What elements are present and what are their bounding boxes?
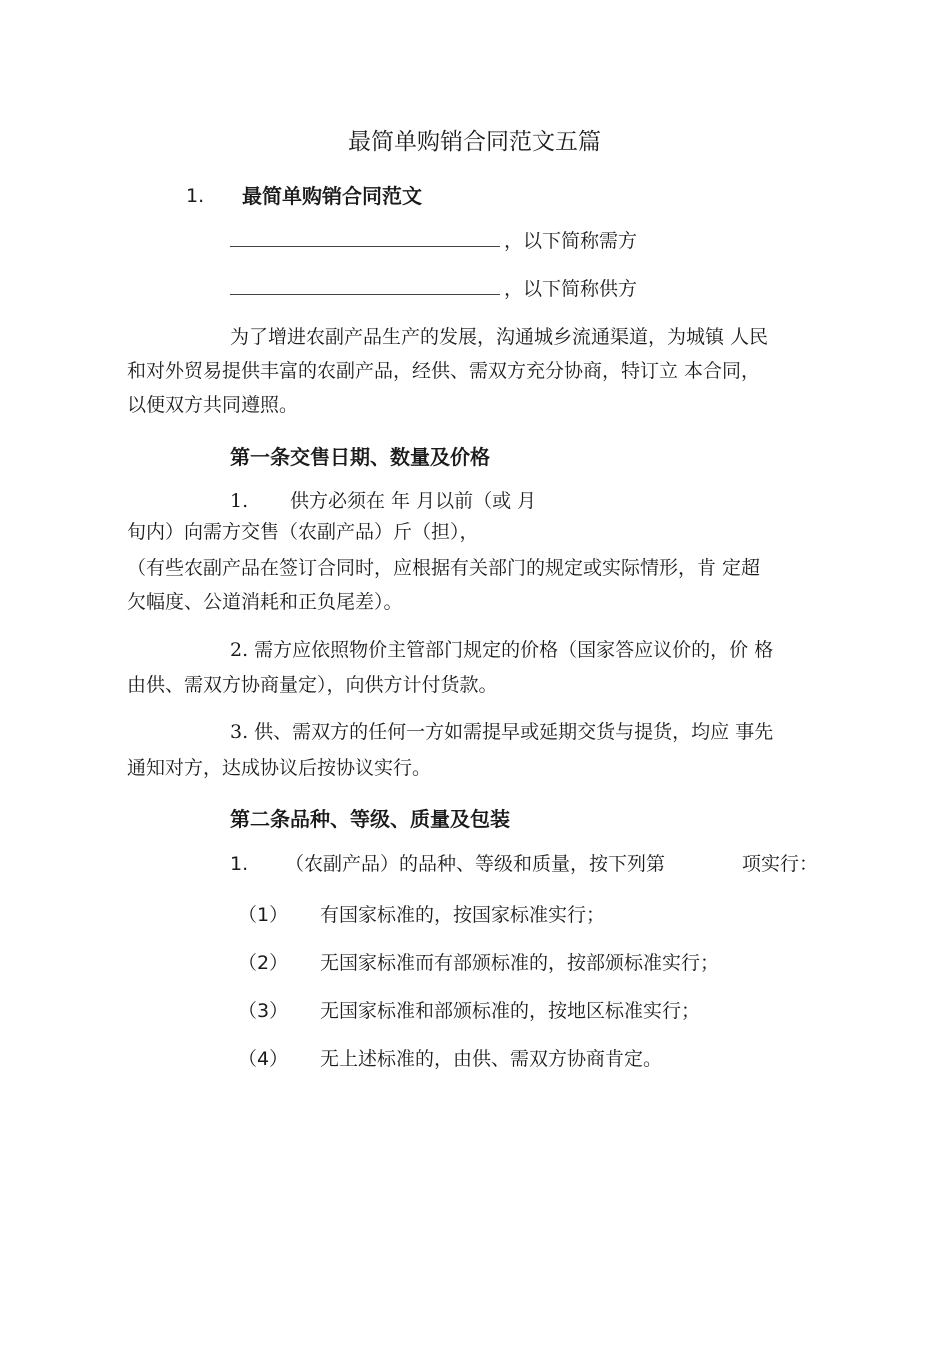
- article1-item1-text: 供方必须在 年 月以前（或 月: [290, 490, 537, 512]
- subitem-number: （2）: [238, 952, 289, 974]
- article1-item1-line: 欠幅度、公道消耗和正负尾差）。: [127, 591, 403, 613]
- blank-underline: [230, 228, 500, 247]
- article1-item1-line: 旬内）向需方交售（农副产品）斤（担），: [127, 521, 479, 543]
- article1-item3-line: 通知对方，达成协议后按协议实行。: [127, 757, 432, 779]
- article1-item3-line: 3. 供、需双方的任何一方如需提早或延期交货与提货，均应 事先: [230, 721, 774, 743]
- subitem-number: （1）: [238, 904, 289, 926]
- article-heading: 第二条品种、等级、质量及包装: [230, 807, 510, 831]
- article2-item1-text: （农副产品）的品种、等级和质量，按下列第: [285, 853, 666, 875]
- party-line-demand: [230, 228, 637, 253]
- intro-line: 和对外贸易提供丰富的农副产品，经供、需双方充分协商，特订立 本合同，: [127, 360, 761, 382]
- article1-item2-line: 由供、需双方协商量定），向供方计付货款。: [127, 674, 498, 696]
- section-number: 1.: [186, 185, 205, 207]
- intro-line: 以便双方共同遵照。: [127, 394, 299, 416]
- subitem-text: 无国家标准而有部颁标准的，按部颁标准实行；: [320, 952, 720, 974]
- party-line-text: ，以下简称需方: [504, 230, 638, 252]
- subitem-number: （4）: [238, 1048, 289, 1070]
- party-line-supply: [230, 276, 637, 301]
- subitem-number: （3）: [238, 1000, 289, 1022]
- intro-line: 为了增进农副产品生产的发展，沟通城乡流通渠道，为城镇 人民: [230, 326, 769, 348]
- article1-item2-line: 2. 需方应依照物价主管部门规定的价格（国家答应议价的，价 格: [230, 639, 774, 661]
- subitem-text: 无上述标准的，由供、需双方协商肯定。: [320, 1048, 663, 1070]
- subitem-text: 无国家标准和部颁标准的，按地区标准实行；: [320, 1000, 701, 1022]
- article2-item1-number: 1.: [230, 853, 249, 875]
- party-line-text: ，以下简称供方: [504, 278, 638, 300]
- article1-item1-number: 1.: [230, 490, 249, 512]
- blank-underline: [230, 276, 500, 295]
- section-heading: 最简单购销合同范文: [242, 184, 422, 208]
- article1-item1-line: （有些农副产品在签订合同时，应根据有关部门的规定或实际情形，肯 定超: [127, 557, 761, 579]
- article2-item1-text-end: 项实行：: [742, 853, 819, 875]
- document-title: 最简单购销合同范文五篇: [348, 129, 601, 155]
- article-heading: 第一条交售日期、数量及价格: [230, 445, 490, 469]
- subitem-text: 有国家标准的，按国家标准实行；: [320, 904, 606, 926]
